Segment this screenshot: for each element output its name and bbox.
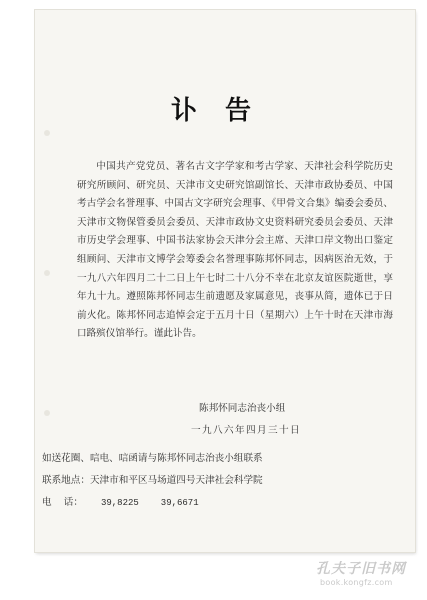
document-title: 讣告 bbox=[170, 96, 279, 126]
contact-block bbox=[42, 448, 362, 514]
contact-note: 如送花圈、唁电、唁函请与陈邦怀同志治丧小组联系 bbox=[42, 453, 263, 464]
signature-block bbox=[185, 398, 385, 442]
contact-phone-label: 电 话： bbox=[42, 497, 83, 508]
obituary-body bbox=[77, 158, 393, 344]
contact-phone-1: 39,8225 bbox=[100, 498, 139, 508]
site-watermark bbox=[312, 558, 422, 592]
obituary-body-text: 中国共产党党员、著名古文字学家和考古学家、天津社会科学院历史研究所顾问、研究员、天津市文史研究馆副馆长、天津市政协委员、中国考古学会名誉理事、中国古文字研究会理事、《甲骨文合集》编委会委员、天津市文物保管委员会委员、天津市政协文史资料研究委员会委员、天津市历史学会理事、中国书法家协会天津分会主席、天津口岸文物出口鉴定组顾问、天津市文博学会筹委会名誉理事陈邦怀同志，因病医治无效，于一九八六年四月二十二日上午七时二十八分不幸在北京友谊医院逝世，享年九十九。遵照陈邦怀同志生前遗愿及家属意见，丧事从简，遗体已于日前火化。陈邦怀同志追悼会定于五月十日（星期六）上午十时在天津市海口路殡仪馆举行。谨此讣告。 bbox=[77, 161, 393, 340]
contact-address-row bbox=[42, 470, 362, 492]
binding-hole bbox=[44, 130, 50, 136]
signature-committee: 陈邦怀同志治丧小组 bbox=[199, 403, 286, 414]
watermark-text: 孔夫子旧书网 bbox=[316, 561, 406, 577]
contact-phone-row bbox=[42, 492, 362, 514]
contact-address: 天津市和平区马场道四号天津社会科学院 bbox=[89, 475, 263, 486]
watermark-url: book.kongfz.com bbox=[320, 578, 393, 587]
contact-phone-2: 39,6671 bbox=[160, 498, 199, 508]
contact-address-label: 联系地点： bbox=[42, 475, 90, 486]
signature-date: 一九八六年四月三十日 bbox=[191, 425, 301, 436]
binding-hole bbox=[44, 270, 50, 276]
binding-hole bbox=[44, 410, 50, 416]
